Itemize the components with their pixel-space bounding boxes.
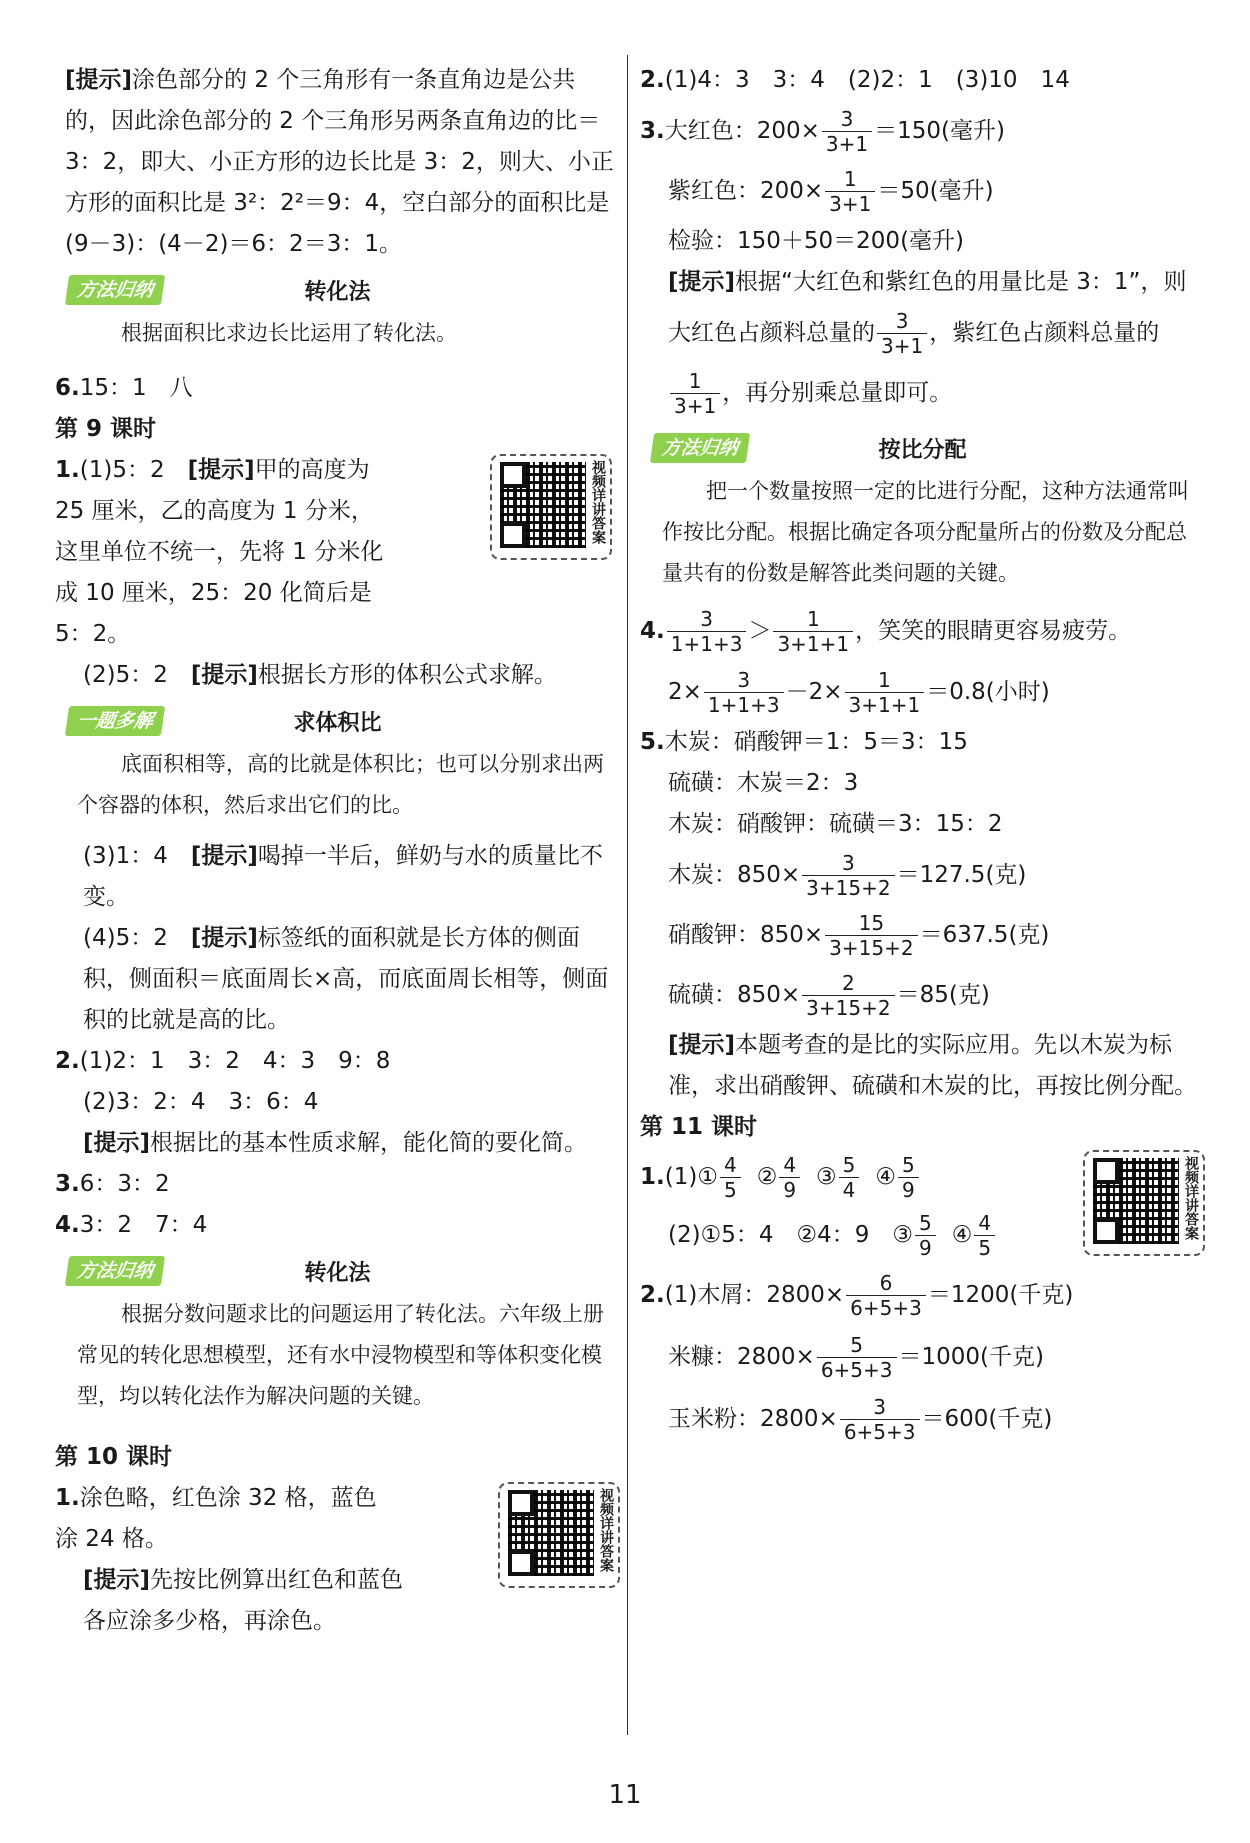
r-q5-l3: 木炭：硝酸钾：硫磺＝3：15：2: [668, 811, 1003, 837]
q3: 3.6：3：2: [55, 1171, 170, 1197]
box-title: 求体积比: [293, 711, 382, 736]
r-q5-tip: [提示]本题考查的是比的实际应用。先以木炭为标准，求出硝酸钾、硫磺和木炭的比，再按比例分配。: [668, 1032, 1197, 1099]
l11-q1-block: [640, 1148, 1205, 1264]
r-q5-b: 硝酸钾：850× $\frac{15}{3+15+2}$ ＝637.5(克): [668, 911, 1050, 960]
method-box-2: [55, 702, 620, 744]
r-q3-tip1: [提示]根据“大红色和紫红色的用量比是 3：1”，则: [668, 269, 1187, 295]
left-column: [55, 60, 620, 1642]
r-q5-l2: 硫磺：木炭＝2：3: [668, 770, 859, 796]
method-box-3: [55, 1252, 620, 1294]
box-text: 根据分数问题求比的问题运用了转化法。六年级上册常见的转化思想模型，还有水中浸物模型和等体积变化模型，均以转化法作为解决问题的关键。: [77, 1302, 604, 1408]
method-badge: 方法归纳: [65, 275, 165, 305]
q2-tip: [提示]根据比的基本性质求解，能化简的要化简。: [83, 1130, 588, 1156]
qr-image: [508, 1490, 594, 1576]
box-text: 底面积相等，高的比就是体积比；也可以分别求出两个容器的体积，然后求出它们的比。: [77, 752, 604, 817]
r-q4-calc: 2× $\frac{3}{1+1+3}$ －2× $\frac{1}{3+1+1}$ ＝0.8(小时): [668, 668, 1050, 717]
r-q3-tip3: $\frac{1}{3+1}$ ，再分别乘总量即可。: [640, 363, 1205, 423]
q6: 6.15：1 八: [55, 375, 193, 401]
box-title: 转化法: [304, 1261, 371, 1286]
r-q3-tip2: 大红色占颜料总量的 $\frac{3}{3+1}$ ，紫红色占颜料总量的: [668, 309, 1160, 358]
box-text: 根据面积比求边长比运用了转化法。: [121, 321, 457, 345]
method-box-r: [640, 429, 1205, 471]
method-badge: 方法归纳: [650, 433, 750, 463]
right-column: [640, 60, 1205, 1450]
lesson10-heading: 第 10 课时: [55, 1444, 173, 1470]
q1-3: (3)1：4 [提示]喝掉一半后，鲜奶与水的质量比不变。: [83, 843, 603, 910]
q1-2: (2)5：2 [提示]根据长方形的体积公式求解。: [83, 662, 557, 688]
column-divider: [627, 55, 628, 1735]
r-q4: 4. $\frac{3}{1+1+3}$ ＞ $\frac{1}{3+1+1}$ ，笑笑的眼睛更容易疲劳。: [640, 607, 1132, 656]
q1-4: (4)5：2 [提示]标签纸的面积就是长方体的侧面积，侧面积＝底面周长×高，而底面周长相等，侧面积的比就是高的比。: [83, 925, 609, 1033]
r-q3-a: 3.大红色：200× $\frac{3}{3+1}$ ＝150(毫升): [640, 107, 1005, 156]
method-badge: 一题多解: [65, 706, 165, 736]
l11-q2-c: 玉米粉：2800× $\frac{3}{6+5+3}$ ＝600(千克): [668, 1395, 1053, 1444]
lesson9-heading: 第 9 课时: [55, 416, 157, 442]
q4: 4.3：2 7：4: [55, 1212, 208, 1238]
r-q3-b: 紫红色：200× $\frac{1}{3+1}$ ＝50(毫升): [668, 167, 994, 216]
box-title: 按比分配: [878, 438, 967, 463]
method-badge: 方法归纳: [65, 1256, 165, 1286]
r-q5-c: 硫磺：850× $\frac{2}{3+15+2}$ ＝85(克): [668, 971, 990, 1020]
page-number: 11: [608, 1780, 642, 1810]
q2-1: 2.(1)2：1 3：2 4：3 9：8: [55, 1048, 391, 1074]
intro-tip: [提示]涂色部分的 2 个三角形有一条直角边是公共的，因此涂色部分的 2 个三角形另两条直角边的比＝3：2，即大、小正方形的边长比是 3：2，则大、小正方形的面积比是 3²：2²＝9：4，空白部分的面积比是(9－3)：(4－2)＝6：2＝3：1。: [65, 67, 614, 257]
lesson11-heading: 第 11 课时: [640, 1114, 758, 1140]
r-q3-check: 检验：150＋50＝200(毫升): [668, 228, 965, 254]
qr-code[interactable]: 视频详讲答案: [1083, 1150, 1205, 1256]
l11-q2-b: 米糠：2800× $\frac{5}{6+5+3}$ ＝1000(千克): [668, 1333, 1044, 1382]
qr-image: [1093, 1158, 1179, 1244]
q1-1: 1.(1)5：2 [提示]甲的高度为 25 厘米，乙的高度为 1 分米，这里单位不统一，先将 1 分米化成 10 厘米，25：20 化简后是 5：2。: [55, 457, 384, 647]
qr-image: [500, 462, 586, 548]
qr-code[interactable]: 视频详讲答案: [490, 454, 612, 560]
method-box-1: [55, 271, 620, 313]
qr-code[interactable]: 视频详讲答案: [498, 1482, 620, 1588]
q2-2: (2)3：2：4 3：6：4: [83, 1089, 319, 1115]
box-text: 把一个数量按照一定的比进行分配，这种方法通常叫作按比分配。根据比确定各项分配量所占的份数及分配总量共有的份数是解答此类问题的关键。: [662, 479, 1189, 585]
l11-q1-2: (2)①5：4 ②4：9 ③ $\frac{5}{9}$ ④ $\frac{4}{5}$: [640, 1206, 1205, 1264]
r-q5-l1: 5.木炭：硝酸钾＝1：5＝3：15: [640, 729, 968, 755]
l10-q1: 1.涂色略，红色涂 32 格，蓝色涂 24 格。: [55, 1485, 377, 1552]
l10-q1-tip: [提示]先按比例算出红色和蓝色各应涂多少格，再涂色。: [83, 1567, 404, 1634]
l11-q1-1: 1.(1)① $\frac{4}{5}$ ② $\frac{4}{9}$ ③ $\frac{5}{4}$ ④ $\frac{5}{9}$: [640, 1148, 1205, 1206]
r-q5-a: 木炭：850× $\frac{3}{3+15+2}$ ＝127.5(克): [668, 851, 1027, 900]
l11-q2-a: 2.(1)木屑：2800× $\frac{6}{6+5+3}$ ＝1200(千克): [640, 1271, 1074, 1320]
box-title: 转化法: [304, 280, 371, 305]
q1-block: [55, 450, 620, 696]
l10-q1-block: [55, 1478, 620, 1642]
r-q2: 2.(1)4：3 3：4 (2)2：1 (3)10 14: [640, 67, 1070, 93]
